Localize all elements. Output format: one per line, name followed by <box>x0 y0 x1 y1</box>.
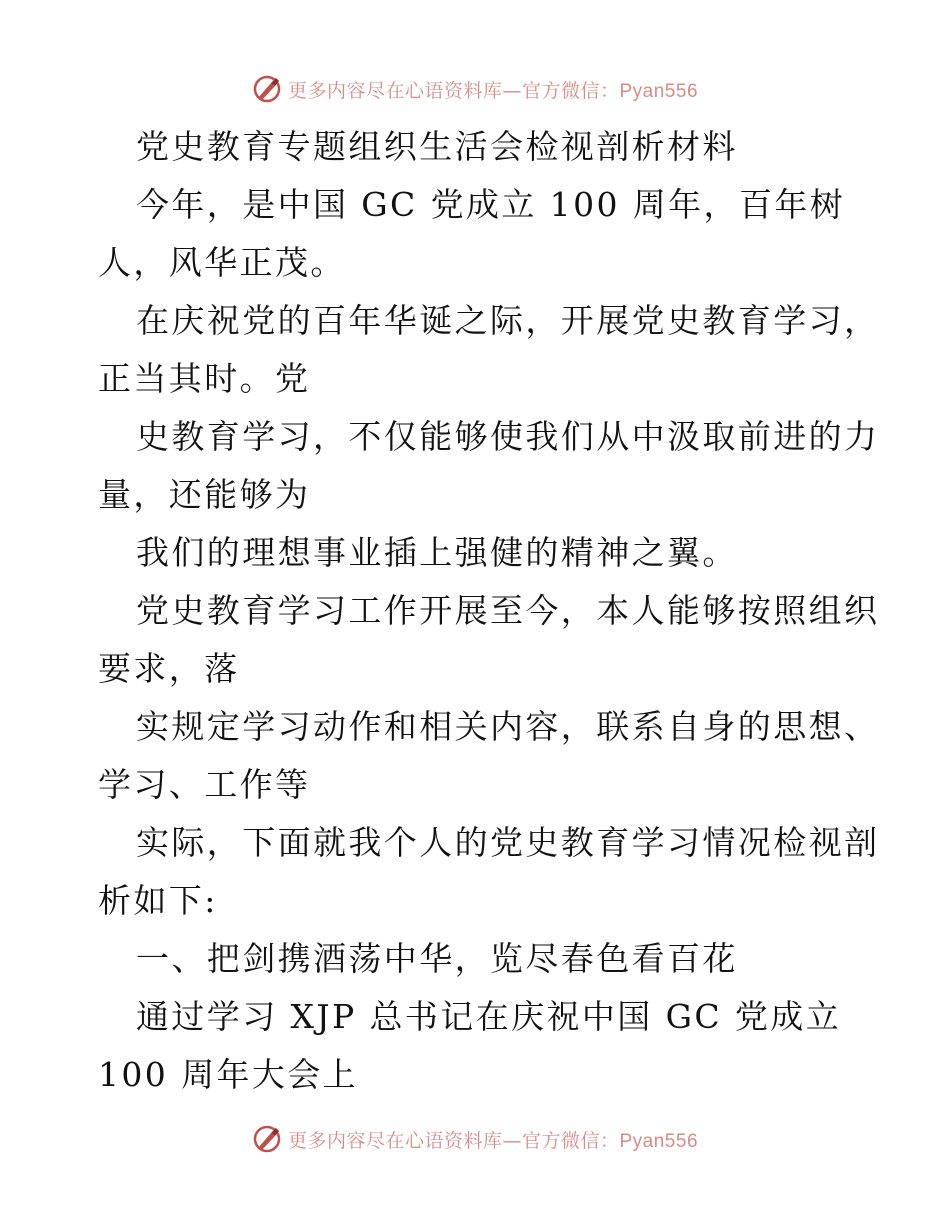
paragraph-line: 析如下: <box>98 881 218 920</box>
paragraph-line: 实际，下面就我个人的党史教育学习情况检视剖 <box>136 823 880 862</box>
paragraph-line: 实规定学习动作和相关内容，联系自身的思想、 <box>136 707 880 746</box>
document-body <box>98 118 880 1104</box>
pen-logo-icon <box>252 74 282 104</box>
footer-watermark <box>0 1122 950 1156</box>
paragraph-line: 在庆祝党的百年华诞之际，开展党史教育学习， <box>136 301 880 340</box>
paragraph-line: 史教育学习，不仅能够使我们从中汲取前进的力 <box>136 417 880 456</box>
paragraph-line: 要求，落 <box>98 649 240 688</box>
watermark-text: 更多内容尽在心语资料库—官方微信：Pyan556 <box>287 79 699 102</box>
paragraph-line: 人，风华正茂。 <box>98 243 346 282</box>
watermark-text: 更多内容尽在心语资料库—官方微信：Pyan556 <box>287 1129 699 1152</box>
header-watermark <box>0 72 950 106</box>
paragraph-line: 党史教育学习工作开展至今，本人能够按照组织 <box>136 591 880 630</box>
paragraph-line: 量，还能够为 <box>98 475 311 514</box>
pen-logo-icon <box>252 1124 282 1154</box>
paragraph-line: 今年，是中国 GC 党成立 100 周年，百年树 <box>136 185 846 224</box>
section-heading: 一、把剑携酒荡中华，览尽春色看百花 <box>136 939 738 978</box>
paragraph-line: 我们的理想事业插上强健的精神之翼。 <box>136 533 738 572</box>
paragraph-line: 100 周年大会上 <box>98 1055 359 1094</box>
paragraph-line: 通过学习 XJP 总书记在庆祝中国 GC 党成立 <box>136 997 842 1036</box>
paragraph-line: 正当其时。党 <box>98 359 311 398</box>
paragraph-line: 学习、工作等 <box>98 765 311 804</box>
document-title: 党史教育专题组织生活会检视剖析材料 <box>136 127 738 166</box>
